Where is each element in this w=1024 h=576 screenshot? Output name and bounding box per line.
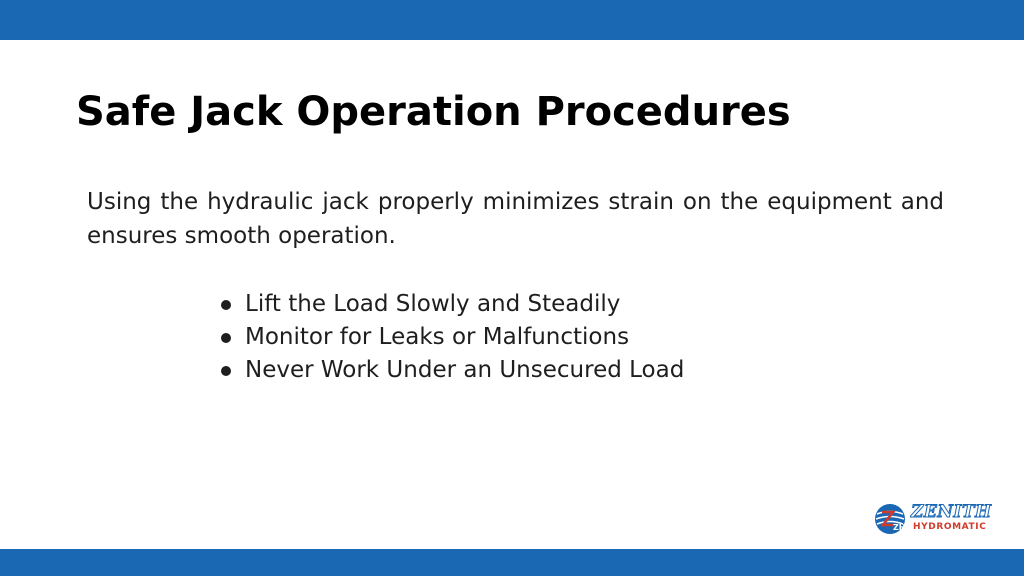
- slide-title: Safe Jack Operation Procedures: [76, 89, 791, 135]
- intro-paragraph: Using the hydraulic jack properly minimizes strain on the equipment and ensures smooth operation.: [87, 189, 944, 249]
- bullet-dot-icon: [221, 333, 231, 343]
- procedure-list: [218, 288, 684, 387]
- emblem-letters: ZH: [893, 523, 906, 532]
- company-logo: [873, 500, 991, 540]
- list-item: [218, 354, 684, 387]
- list-item: [218, 321, 684, 354]
- list-item-text: Lift the Load Slowly and Steadily: [245, 291, 621, 317]
- logo-tagline: HYDROMATIC: [913, 522, 987, 532]
- list-item: [218, 288, 684, 321]
- list-item-text: Monitor for Leaks or Malfunctions: [245, 324, 630, 350]
- bullet-dot-icon: [221, 366, 231, 376]
- zenith-emblem-icon: [873, 500, 909, 536]
- bullet-dot-icon: [221, 300, 231, 310]
- bottom-banner-bar: [0, 549, 1024, 576]
- logo-name: ZENITH: [911, 502, 992, 522]
- list-item-text: Never Work Under an Unsecured Load: [245, 357, 685, 383]
- top-banner-bar: [0, 0, 1024, 40]
